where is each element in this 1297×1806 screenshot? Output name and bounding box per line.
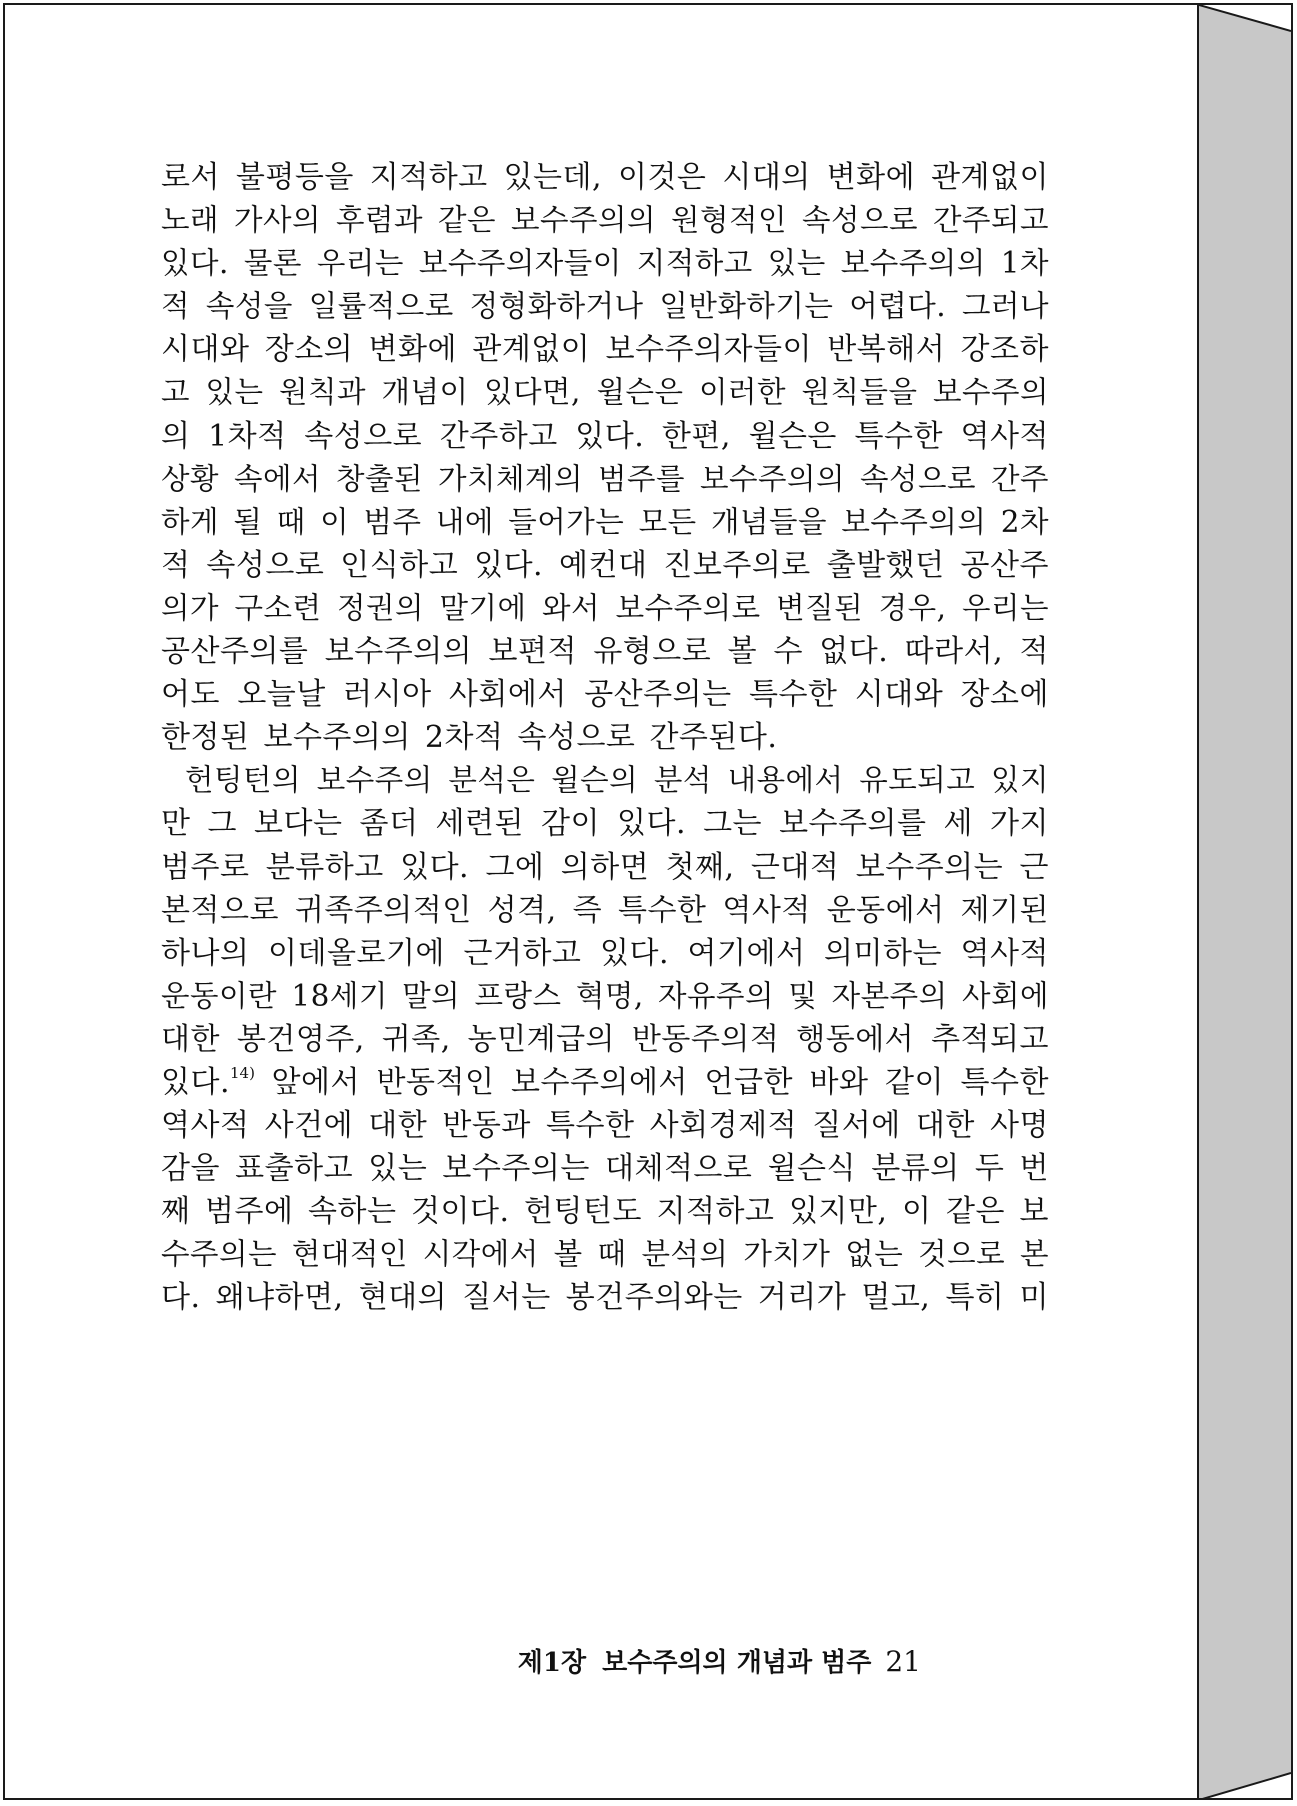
spine-face <box>1199 5 1291 1800</box>
body-text <box>161 156 1049 1320</box>
text-line: 만 그 보다는 좀더 세련된 감이 있다. 그는 보수주의를 세 가지 <box>161 806 1049 842</box>
paragraph-1 <box>161 156 1049 759</box>
text-line: 감을 표출하고 있는 보수주의는 대체적으로 윌슨식 분류의 두 번 <box>161 1151 1049 1187</box>
text-line-with-footnote <box>161 1061 1049 1104</box>
text-segment: 있다. <box>161 1064 230 1100</box>
text-line: 째 범주에 속하는 것이다. 헌팅턴도 지적하고 있지만, 이 같은 보 <box>161 1194 1049 1230</box>
text-line: 공산주의를 보수주의의 보편적 유형으로 볼 수 없다. 따라서, 적 <box>161 634 1049 670</box>
text-line: 있다. 물론 우리는 보수주의자들이 지적하고 있는 보수주의의 1차 <box>161 246 1049 281</box>
text-line: 운동이란 18세기 말의 프랑스 혁명, 자유주의 및 자본주의 사회에 <box>161 978 1049 1013</box>
text-line: 의가 구소련 정권의 말기에 와서 보수주의로 변질된 경우, 우리는 <box>161 590 1049 625</box>
text-line: 수주의는 현대적인 시각에서 볼 때 분석의 가치가 없는 것으로 본 <box>161 1237 1049 1272</box>
text-line: 하게 될 때 이 범주 내에 들어가는 모든 개념들을 보수주의의 2차 <box>161 504 1049 539</box>
text-line: 본적으로 귀족주의적인 성격, 즉 특수한 역사적 운동에서 제기된 <box>161 892 1049 928</box>
footnote-marker: 14) <box>230 1063 255 1082</box>
text-segment: 앞에서 반동적인 보수주의에서 언급한 바와 같이 특수한 <box>254 1064 1049 1100</box>
text-line: 의 1차적 속성으로 간주하고 있다. 한편, 윌슨은 특수한 역사적 <box>161 418 1049 454</box>
text-line: 시대와 장소의 변화에 관계없이 보수주의자들이 반복해서 강조하 <box>161 332 1049 368</box>
chapter-title: 보수주의의 개념과 범주 <box>602 1648 872 1678</box>
page-number: 21 <box>885 1645 921 1678</box>
book-page <box>3 3 1199 1800</box>
text-line: 노래 가사의 후렴과 같은 보수주의의 원형적인 속성으로 간주되고 <box>161 203 1049 238</box>
text-line: 고 있는 원칙과 개념이 있다면, 윌슨은 이러한 원칙들을 보수주의 <box>161 375 1049 410</box>
text-line: 로서 불평등을 지적하고 있는데, 이것은 시대의 변화에 관계없이 <box>161 160 1049 195</box>
text-line: 한정된 보수주의의 2차적 속성으로 간주된다. <box>161 720 778 756</box>
text-line: 역사적 사건에 대한 반동과 특수한 사회경제적 질서에 대한 사명 <box>161 1108 1049 1144</box>
text-line: 범주로 분류하고 있다. 그에 의하면 첫째, 근대적 보수주의는 근 <box>161 849 1049 885</box>
text-line: 다. 왜냐하면, 현대의 질서는 봉건주의와는 거리가 멀고, 특히 미 <box>161 1280 1049 1316</box>
text-line: 상황 속에서 창출된 가치체계의 범주를 보수주의의 속성으로 간주 <box>161 461 1049 496</box>
text-line: 어도 오늘날 러시아 사회에서 공산주의는 특수한 시대와 장소에 <box>161 677 1049 713</box>
text-line: 대한 봉건영주, 귀족, 농민계급의 반동주의적 행동에서 추적되고 <box>161 1021 1049 1057</box>
text-line: 하나의 이데올로기에 근거하고 있다. 여기에서 의미하는 역사적 <box>161 935 1049 971</box>
text-line: 적 속성을 일률적으로 정형화하거나 일반화하기는 어렵다. 그러나 <box>161 289 1049 324</box>
book-spine <box>1199 3 1293 1800</box>
paragraph-2 <box>161 759 1049 1319</box>
chapter-label: 제1장 <box>517 1648 587 1678</box>
spine-shading <box>1199 5 1291 1800</box>
text-line: 헌팅턴의 보수주의 분석은 윌슨의 분석 내용에서 유도되고 있지 <box>185 763 1049 798</box>
text-line: 적 속성으로 인식하고 있다. 예컨대 진보주의로 출발했던 공산주 <box>161 547 1049 583</box>
running-footer <box>518 1642 921 1679</box>
